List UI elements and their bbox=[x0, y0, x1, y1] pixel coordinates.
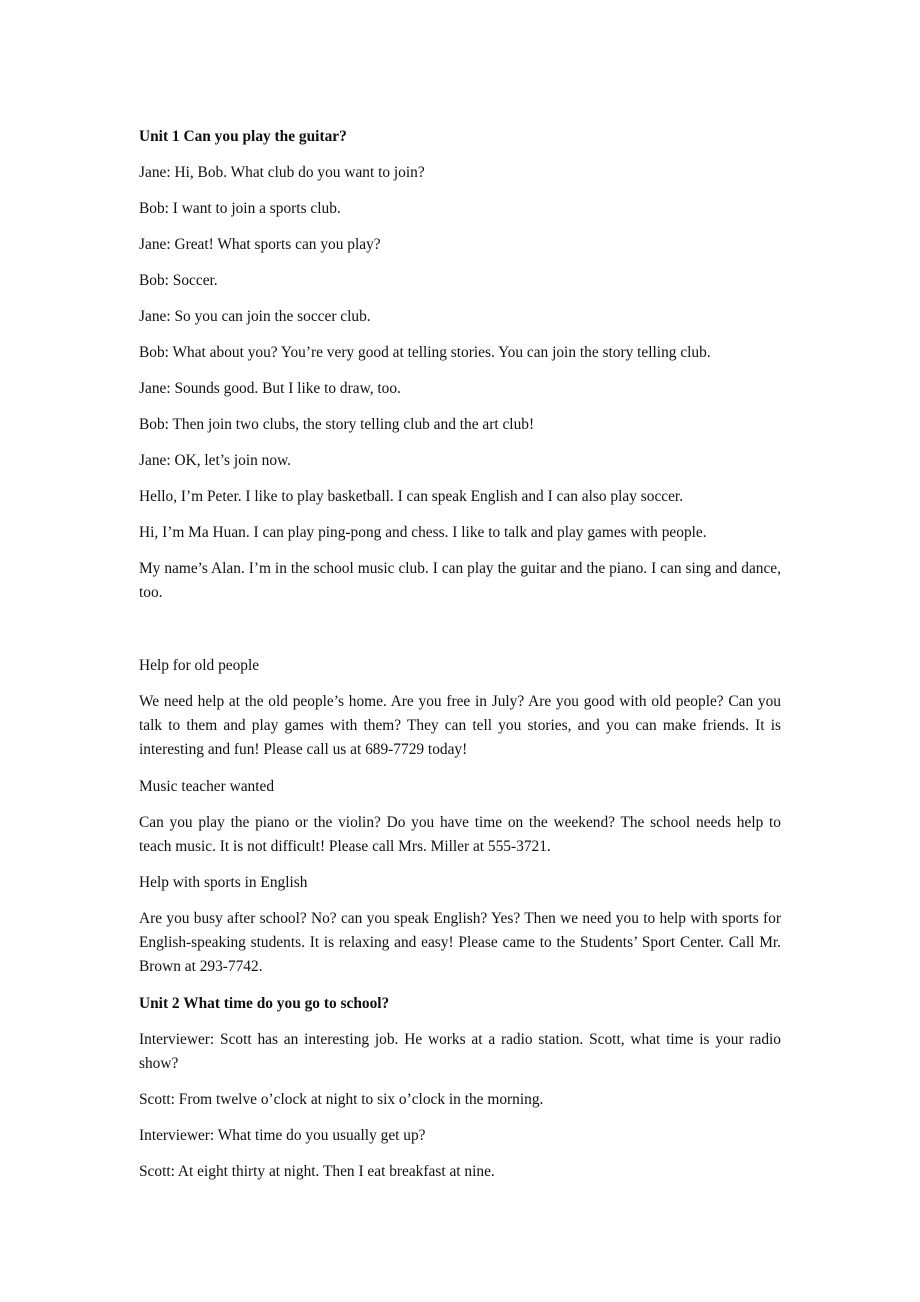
dialogue-line: Jane: Hi, Bob. What club do you want to join? bbox=[139, 164, 425, 181]
dialogue-line: Jane: Great! What sports can you play? bbox=[139, 236, 381, 253]
ad-heading: Help for old people bbox=[139, 657, 260, 674]
dialogue-line: Scott: At eight thirty at night. Then I eat breakfast at nine. bbox=[139, 1163, 495, 1180]
dialogue-line: Interviewer: What time do you usually get up? bbox=[139, 1127, 426, 1144]
dialogue-line: Jane: OK, let’s join now. bbox=[139, 452, 292, 469]
dialogue-line: Jane: Sounds good. But I like to draw, too. bbox=[139, 380, 401, 397]
dialogue-line: Bob: Soccer. bbox=[139, 272, 218, 289]
ad-body: We need help at the old people’s home. Are you free in July? Are you good with old people? Can you talk to them and play games with them? They can tell you stories, and you can make friends. It is interesting and fun! Please call us at 689-7729 today! bbox=[139, 693, 781, 758]
ad-body: Are you busy after school? No? can you speak English? Yes? Then we need you to help with sports for English-speaking students. It is relaxing and easy! Please came to the Students’ Sport Center. Call Mr. Brown at 293-7742. bbox=[139, 910, 781, 975]
dialogue-line: Interviewer: Scott has an interesting job. He works at a radio station. Scott, what time is your radio show? bbox=[139, 1031, 781, 1072]
unit2-title: Unit 2 What time do you go to school? bbox=[139, 995, 390, 1012]
ad-heading: Help with sports in English bbox=[139, 874, 308, 891]
ad-body: Can you play the piano or the violin? Do you have time on the weekend? The school needs help to teach music. It is not difficult! Please call Mrs. Miller at 555-3721. bbox=[139, 814, 781, 855]
unit1-title: Unit 1 Can you play the guitar? bbox=[139, 128, 347, 145]
dialogue-line: Bob: Then join two clubs, the story telling club and the art club! bbox=[139, 416, 535, 433]
intro-paragraph: My name’s Alan. I’m in the school music club. I can play the guitar and the piano. I can sing and dance, too. bbox=[139, 560, 781, 601]
intro-paragraph: Hello, I’m Peter. I like to play basketball. I can speak English and I can also play soccer. bbox=[139, 488, 684, 505]
intro-paragraph: Hi, I’m Ma Huan. I can play ping-pong and chess. I like to talk and play games with people. bbox=[139, 524, 707, 541]
dialogue-line: Bob: What about you? You’re very good at telling stories. You can join the story telling club. bbox=[139, 344, 711, 361]
dialogue-line: Scott: From twelve o’clock at night to six o’clock in the morning. bbox=[139, 1091, 544, 1108]
dialogue-line: Bob: I want to join a sports club. bbox=[139, 200, 341, 217]
ad-heading: Music teacher wanted bbox=[139, 778, 275, 795]
dialogue-line: Jane: So you can join the soccer club. bbox=[139, 308, 371, 325]
